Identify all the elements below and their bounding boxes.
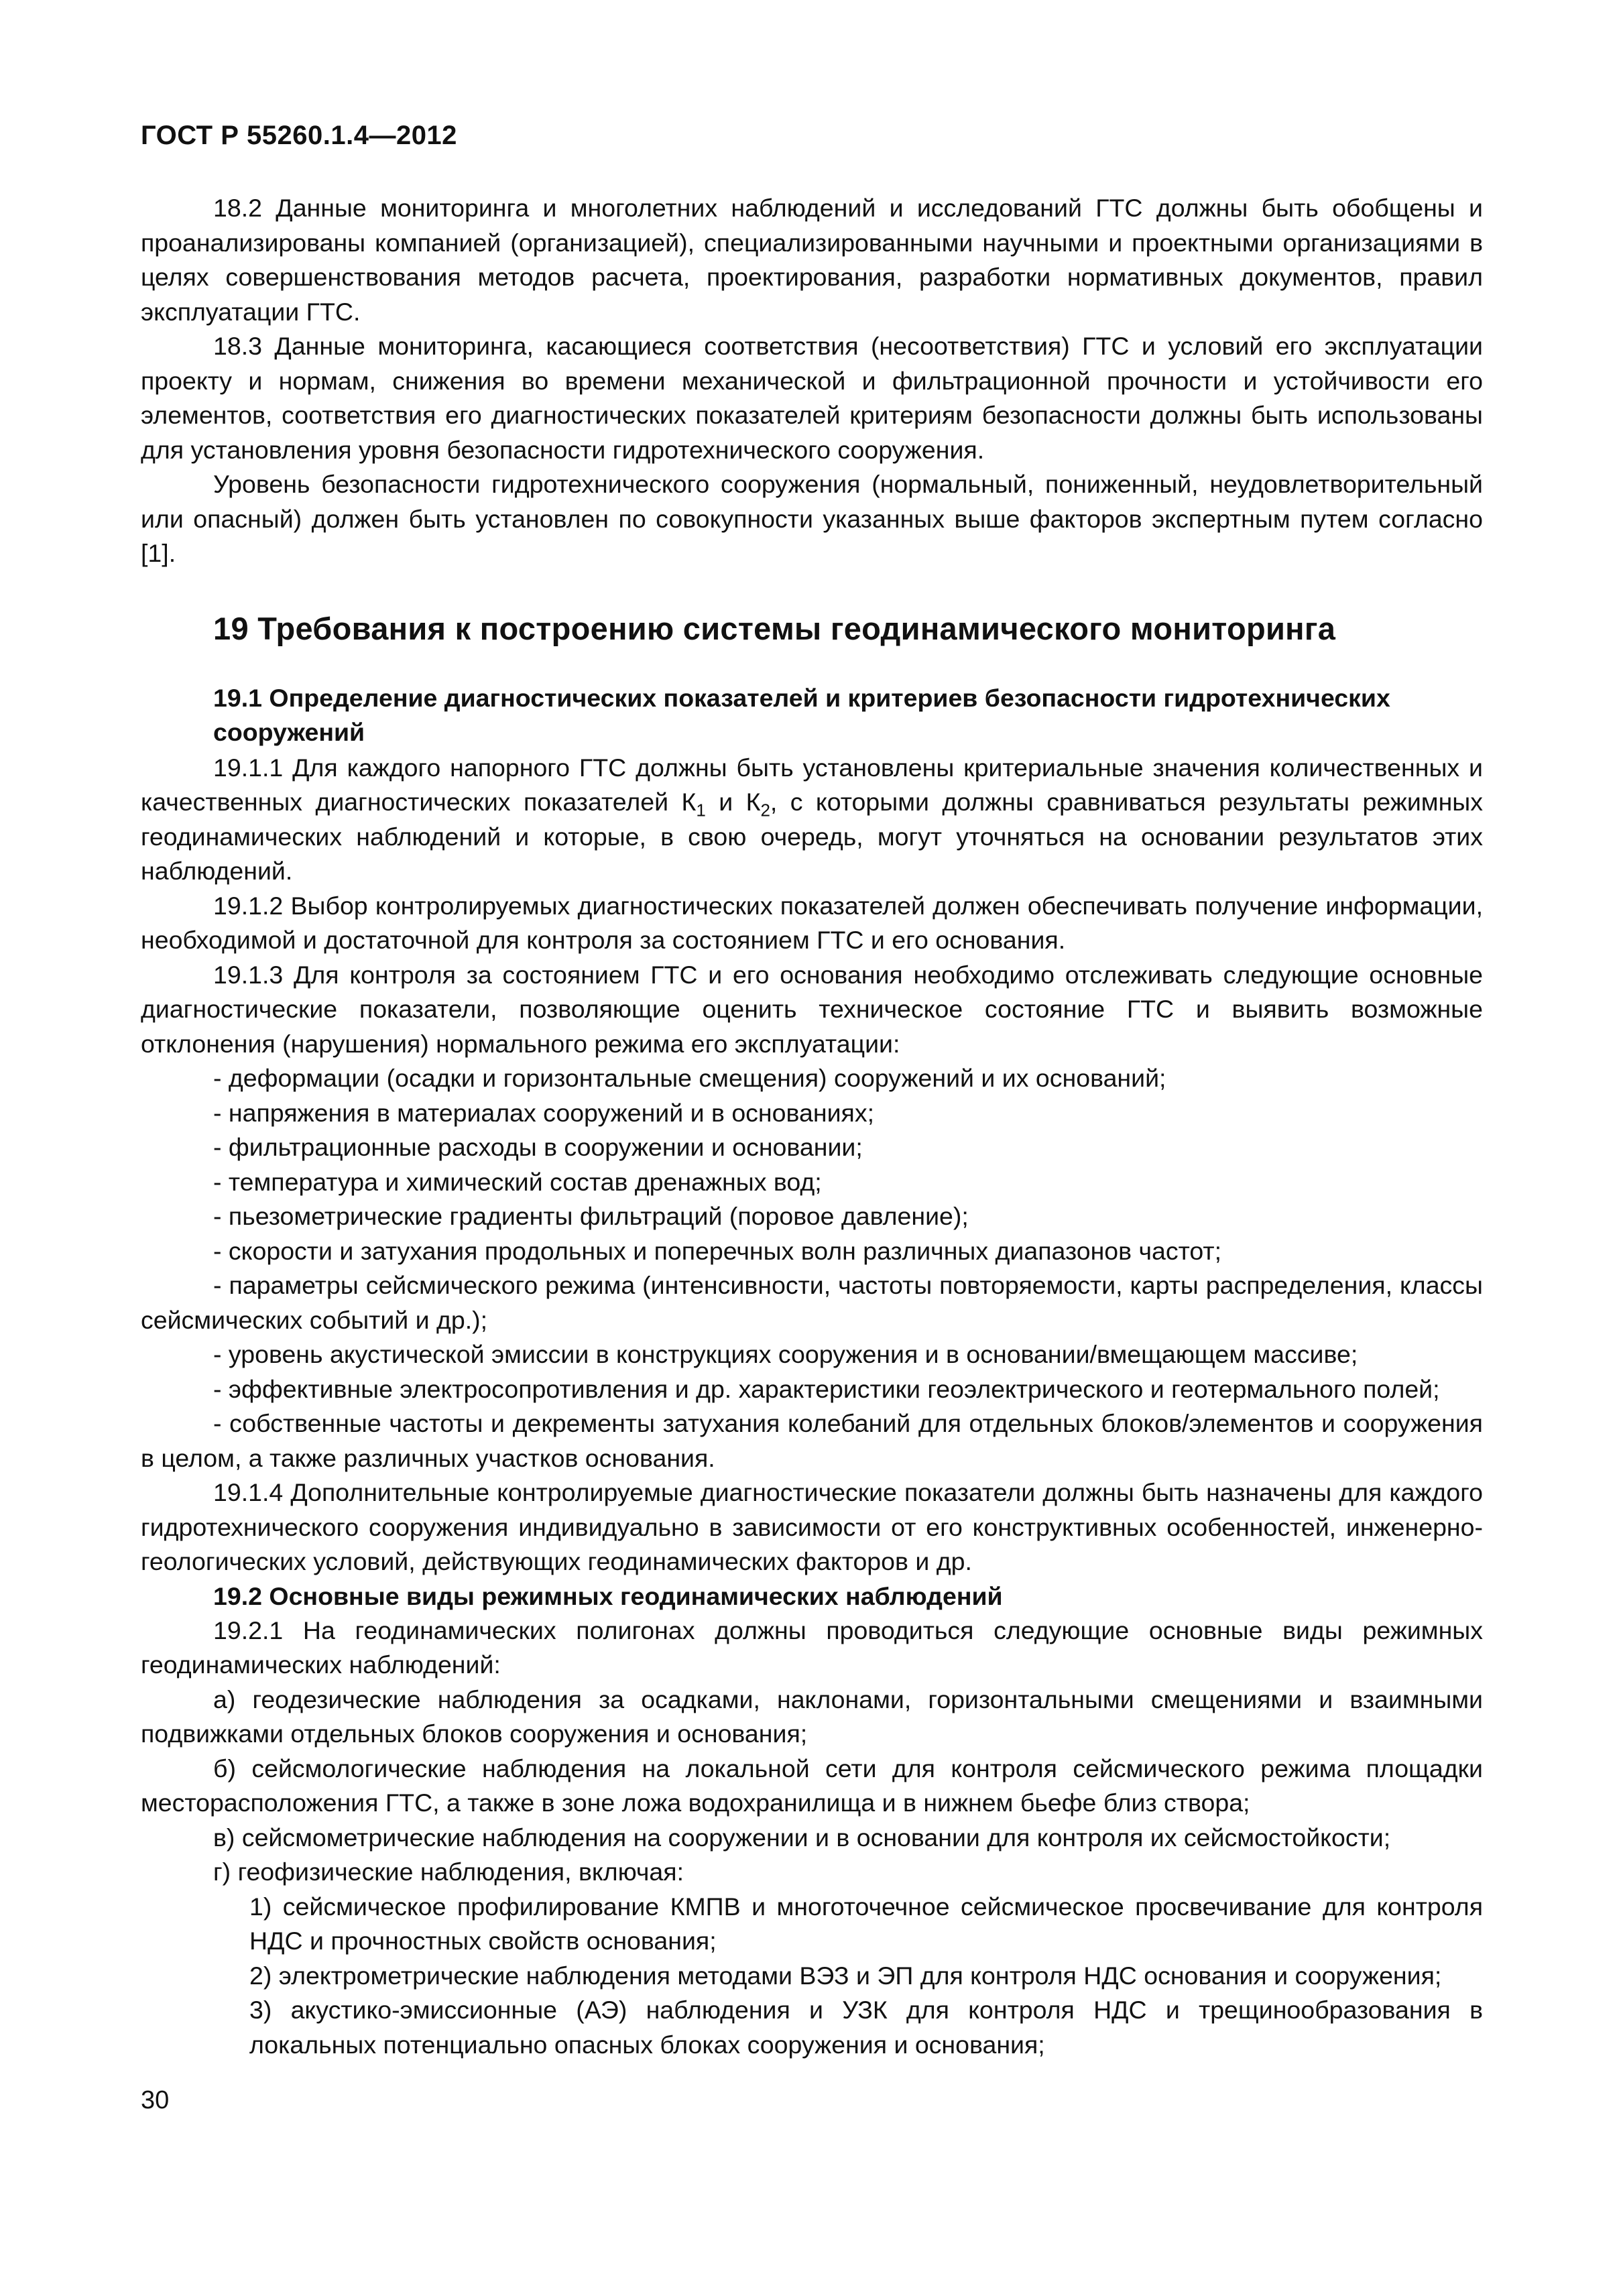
paragraph-19-1-3: 19.1.3 Для контроля за состоянием ГТС и его основания необходимо отслеживать следующие основные диагностические показатели, позволяющие оценить техническое состояние ГТС и выявить возможные отклонения (нарушения) нормального режима его эксплуатации: — [141, 960, 1483, 1058]
item-a-geodetic: а) геодезические наблюдения за осадками, наклонами, горизонтальными смещениями и взаимными подвижками отдельных блоков сооружения и основания; — [141, 1685, 1483, 1748]
page-body — [141, 191, 1483, 2062]
paragraph-19-1-1-text-a: 19.1.1 Для каждого напорного ГТС должны быть установлены критериальные значения количественных и качественных диагностических показателей К — [141, 753, 1483, 816]
list-item: - параметры сейсмического режима (интенсивности, частоты повторяемости, карты распределения, классы сейсмических событий и др.); — [141, 1271, 1483, 1334]
page-number: 30 — [141, 2086, 170, 2114]
item-v-seismometric: в) сейсмометрические наблюдения на сооружении и в основании для контроля их сейсмостойкости; — [213, 1823, 1391, 1852]
item-g-geophysical: г) геофизические наблюдения, включая: — [213, 1858, 684, 1886]
subsection-heading-19-1: 19.1 Определение диагностических показателей и критериев безопасности гидротехнических сооружений — [213, 683, 1390, 746]
paragraph-19-1-4: 19.1.4 Дополнительные контролируемые диагностические показатели должны быть назначены для каждого гидротехнического сооружения индивидуально в зависимости от его конструктивных особенностей, инженерно-геологических условий, действующих геодинамических факторов и др. — [141, 1478, 1483, 1575]
paragraph-19-2-1: 19.2.1 На геодинамических полигонах должны проводиться следующие основные виды режимных геодинамических наблюдений: — [141, 1616, 1483, 1679]
paragraph-19-1-1-text-c: , с которыми должны сравниваться результаты режимных геодинамических наблюдений и которые, в свою очередь, могут уточняться на основании результатов этих наблюдений. — [141, 788, 1483, 885]
list-item: - фильтрационные расходы в сооружении и основании; — [213, 1133, 863, 1161]
item-b-seismological: б) сейсмологические наблюдения на локальной сети для контроля сейсмического режима площадки месторасположения ГТС, а также в зоне ложа водохранилища и в нижнем бьефе близ створа; — [141, 1754, 1483, 1817]
paragraph-19-1-1-text-b: и К — [705, 788, 761, 816]
k1-subscript: 1 — [696, 800, 706, 821]
k2-subscript: 2 — [760, 800, 770, 821]
paragraph-18-3: 18.3 Данные мониторинга, касающиеся соответствия (несоответствия) ГТС и условий его эксплуатации проекту и нормам, снижения во времени механической и фильтрационной прочности и устойчивости его элементов, соответствия его диагностических показателей критериям безопасности должны быть использованы для установления уровня безопасности гидротехнического сооружения. — [141, 332, 1483, 464]
list-item: - напряжения в материалах сооружений и в основаниях; — [213, 1098, 874, 1127]
paragraph-19-1-2: 19.1.2 Выбор контролируемых диагностических показателей должен обеспечивать получение информации, необходимой и достаточной для контроля за состоянием ГТС и его основания. — [141, 891, 1483, 954]
section-heading-19: 19 Требования к построению системы геодинамического мониторинга — [213, 610, 1336, 646]
list-item: - деформации (осадки и горизонтальные смещения) сооружений и их оснований; — [213, 1064, 1166, 1092]
list-item: - скорости и затухания продольных и поперечных волн различных диапазонов частот; — [213, 1236, 1222, 1265]
list-item: - эффективные электросопротивления и др. характеристики геоэлектрического и геотермального полей; — [213, 1374, 1440, 1403]
item-g-3-acoustic-emission: 3) акустико-эмиссионные (АЭ) наблюдения и УЗК для контроля НДС и трещинообразования в локальных потенциально опасных блоках сооружения и основания; — [249, 1996, 1483, 2059]
paragraph-safety-level: Уровень безопасности гидротехнического сооружения (нормальный, пониженный, неудовлетворительный или опасный) должен быть установлен по совокупности указанных выше факторов экспертным путем согласно [1]. — [141, 470, 1483, 567]
paragraph-18-2: 18.2 Данные мониторинга и многолетних наблюдений и исследований ГТС должны быть обобщены и проанализированы компанией (организацией), специализированными научными и проектными организациями в целях совершенствования методов расчета, проектирования, разработки нормативных документов, правил эксплуатации ГТС. — [141, 194, 1483, 326]
item-g-2-electrometric: 2) электрометрические наблюдения методами ВЭЗ и ЭП для контроля НДС основания и сооружения; — [249, 1961, 1442, 1990]
list-item: - собственные частоты и декременты затухания колебаний для отдельных блоков/элементов и сооружения в целом, а также различных участков основания. — [141, 1409, 1483, 1472]
list-item: - пьезометрические градиенты фильтраций (поровое давление); — [213, 1202, 969, 1230]
item-g-1-seismic-profiling: 1) сейсмическое профилирование КМПВ и многоточечное сейсмическое просвечивание для контроля НДС и прочностных свойств основания; — [249, 1892, 1483, 1955]
list-item: - уровень акустической эмиссии в конструкциях сооружения и в основании/вмещающем массиве; — [213, 1340, 1358, 1368]
paragraph-19-1-1 — [141, 751, 1483, 889]
subsection-heading-19-2: 19.2 Основные виды режимных геодинамических наблюдений — [213, 1581, 1003, 1610]
list-item: - температура и химический состав дренажных вод; — [213, 1167, 822, 1196]
document-code-header: ГОСТ Р 55260.1.4—2012 — [141, 121, 457, 150]
